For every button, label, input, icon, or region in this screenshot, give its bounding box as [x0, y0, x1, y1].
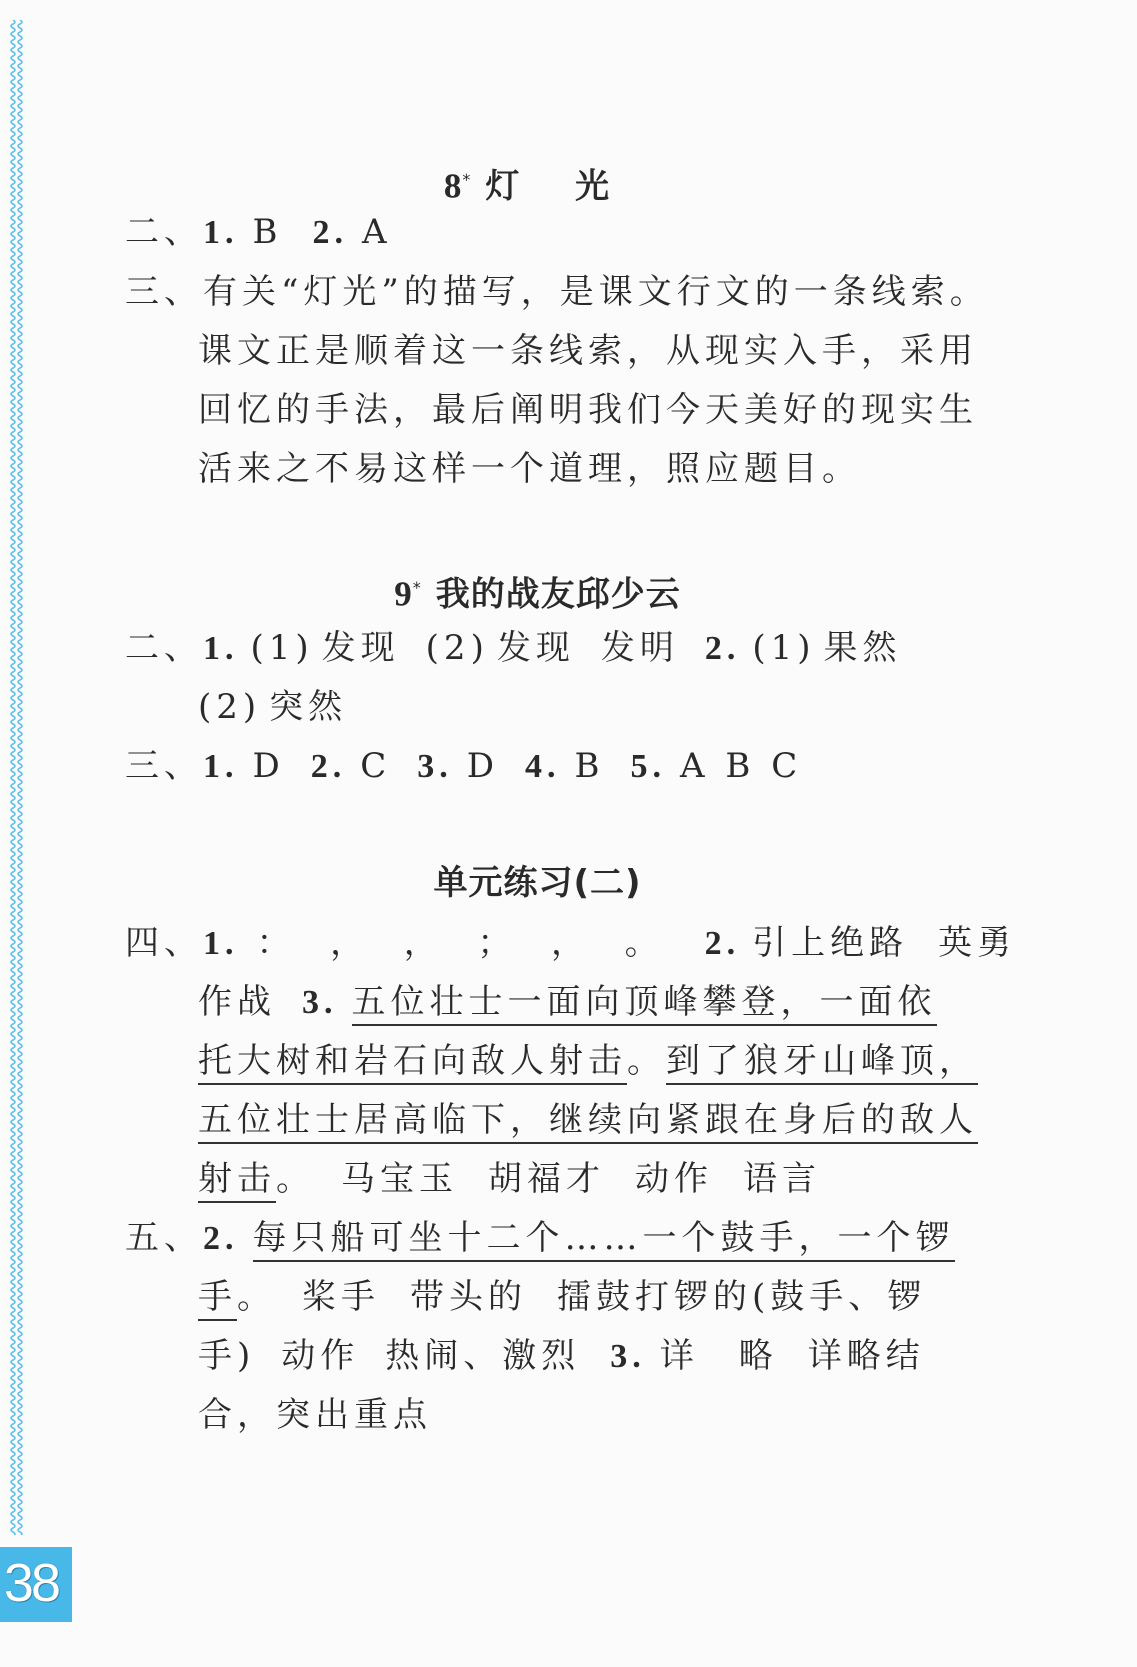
section-title-text: 灯 光 [485, 166, 632, 207]
answer: 桨手 [302, 1277, 380, 1317]
item-number: 3. [610, 1338, 646, 1375]
answer: 动作 [635, 1159, 713, 1199]
answer-line [198, 390, 1018, 430]
item-number: 2. [704, 630, 741, 667]
item-number: 3. [302, 984, 338, 1021]
answer-text: 有关“灯光”的描写，是课文行文的一条线索。 [203, 272, 989, 312]
sub-item-label: (2) [198, 687, 262, 727]
underlined-answer: 五位壮士居高临下，继续向紧跟在身后的敌人 [198, 1100, 978, 1144]
question-group-label: 二、 [125, 212, 203, 252]
answer-line [198, 1277, 1018, 1317]
underlined-answer: 五位壮士一面向顶峰攀登，一面依 [352, 982, 937, 1026]
answer: C [360, 746, 392, 786]
answer: 略 [738, 1336, 778, 1376]
answer-line [125, 272, 989, 312]
sub-item-label: (2) [425, 628, 489, 668]
answer: B [574, 746, 605, 786]
answer: 手) [198, 1336, 256, 1376]
section-title-unit [0, 863, 1075, 903]
answer-line [198, 982, 1018, 1023]
item-number: 1. [203, 214, 239, 251]
answer-line [125, 923, 1017, 964]
answer-line [125, 1218, 955, 1259]
item-number: 1. [203, 630, 239, 667]
item-number: 2. [310, 748, 347, 785]
answer: D [466, 746, 500, 786]
sub-item-label: (1) [752, 628, 816, 668]
answer: 突然 [269, 687, 348, 727]
section-title-9 [0, 568, 1075, 614]
answer-line [198, 331, 1018, 371]
answer: 热闹、激烈 [385, 1336, 581, 1376]
underlined-answer: 到了狼牙山峰顶， [666, 1041, 978, 1085]
answer: 作战 [198, 982, 276, 1022]
section-title-8 [0, 160, 1075, 206]
answer-text: 活来之不易这样一个道理，照应题目。 [198, 449, 861, 489]
answer: D [252, 746, 285, 786]
answer: 英勇 [938, 923, 1017, 963]
answer-line [125, 628, 945, 669]
item-number: 2. [203, 1220, 239, 1257]
answer: 发明 [600, 628, 679, 668]
answer-line [125, 746, 945, 787]
answer: 引上绝路 [752, 923, 909, 963]
answer-text: 回忆的手法，最后阐明我们今天美好的现实生 [198, 390, 978, 430]
question-group-label: 二、 [125, 628, 203, 668]
optional-star: * [412, 578, 422, 597]
answer: B [252, 212, 283, 252]
answer-line [198, 1159, 1018, 1199]
punctuation-answer: ： ， ， ； ， 。 [256, 923, 665, 963]
underlined-answer: 手 [198, 1277, 237, 1321]
answer-line [198, 1395, 1018, 1435]
item-number: 5. [630, 748, 667, 785]
item-number: 1. [203, 748, 239, 785]
answer-text: 课文正是顺着这一条线索，从现实入手，采用 [198, 331, 978, 371]
underlined-answer: 每只船可坐十二个……一个鼓手，一个锣 [253, 1218, 955, 1262]
underlined-answer: 托大树和岩石向敌人射击 [198, 1041, 627, 1085]
answer: 语言 [743, 1159, 821, 1199]
answer: 发现 [321, 628, 400, 668]
item-number: 2. [704, 925, 741, 962]
item-number: 4. [525, 748, 561, 785]
section-title-text: 单元练习(二) [433, 863, 642, 903]
answer: 合，突出重点 [198, 1395, 432, 1435]
answer: 果然 [823, 628, 902, 668]
question-group-label: 三、 [125, 746, 203, 786]
answer: 马宝玉 [341, 1159, 458, 1199]
answer: 详略结 [807, 1336, 925, 1376]
answer: A [362, 212, 392, 252]
item-number: 3. [417, 748, 453, 785]
answer: 带头的 [410, 1277, 527, 1317]
answer-line [198, 1100, 1018, 1140]
page-number: 38 [3, 1553, 58, 1613]
item-number: 1. [203, 925, 239, 962]
question-group-label: 三、 [125, 272, 203, 312]
question-group-label: 五、 [125, 1218, 203, 1258]
section-number: 8 [443, 166, 463, 206]
optional-star: * [462, 170, 472, 189]
answer: 发现 [496, 628, 575, 668]
answer-text: 。 [627, 1041, 666, 1081]
underlined-answer: 射击 [198, 1159, 276, 1203]
answer: 动作 [281, 1336, 360, 1376]
item-number: 2. [312, 214, 348, 251]
answer-line [198, 449, 1018, 489]
answer: 胡福才 [488, 1159, 605, 1199]
sub-item-label: (1) [250, 628, 314, 668]
section-number: 9 [394, 574, 413, 614]
question-group-label: 四、 [125, 923, 203, 963]
answer-text: 。 [237, 1277, 276, 1317]
answer-line [198, 1041, 1018, 1081]
answer: 详 [659, 1336, 699, 1376]
answer: 擂鼓打锣的(鼓手、锣 [557, 1277, 927, 1317]
answer-line [198, 1336, 1018, 1377]
answer-line [198, 687, 1018, 727]
section-title-text: 我的战友邱少云 [435, 574, 681, 615]
answer-text: 。 [276, 1159, 315, 1199]
answer-line [125, 212, 945, 253]
answer: A B C [680, 746, 803, 786]
